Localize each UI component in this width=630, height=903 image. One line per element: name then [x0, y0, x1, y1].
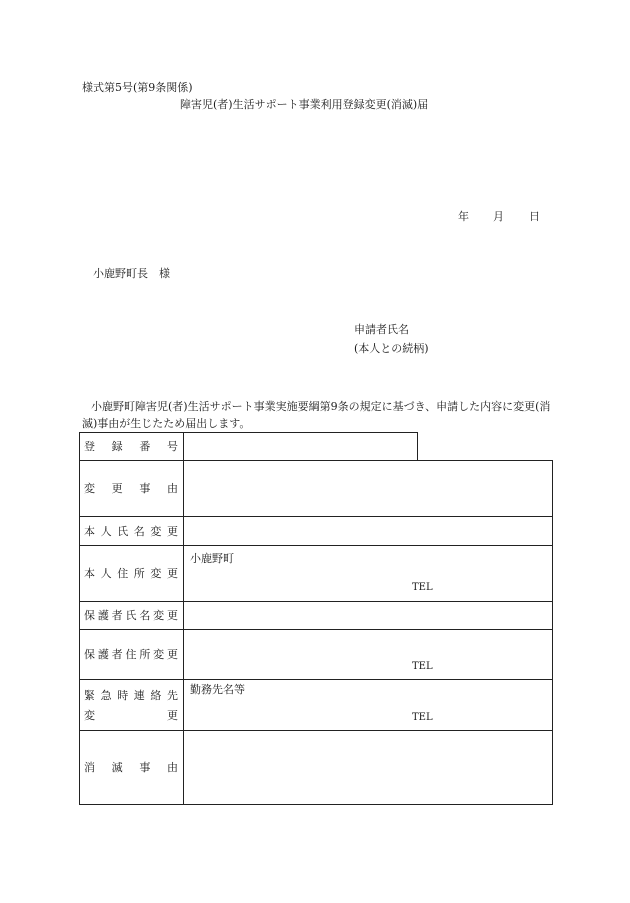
row-label-address-change: 本人住所変更	[84, 567, 178, 580]
row-label-guardian-address-change: 保護者住所変更	[84, 648, 178, 661]
emergency-contact-field[interactable]	[183, 680, 552, 730]
date-day-label: 日	[529, 210, 540, 223]
table-border-right-top	[417, 432, 418, 461]
form-number: 様式第5号(第9条関係)	[82, 81, 193, 94]
body-text: 小鹿野町障害児(者)生活サポート事業実施要綱第9条の規定に基づき、申請した内容に変更(消滅)事由が生じたため届出します。	[82, 400, 551, 430]
emergency-tel-label: TEL	[412, 712, 433, 723]
registration-number-field[interactable]	[183, 433, 417, 460]
date-month-label: 月	[493, 210, 504, 223]
address-prefill-text: 小鹿野町	[190, 552, 234, 565]
document-title: 障害児(者)生活サポート事業利用登録変更(消滅)届	[180, 98, 429, 111]
address-change-field[interactable]	[183, 546, 552, 601]
guardian-address-change-field[interactable]	[183, 630, 552, 679]
row-label-change-reason: 変更事由	[84, 482, 178, 495]
addressee: 小鹿野町長 様	[93, 267, 170, 280]
table-border-right	[552, 460, 553, 805]
row-label-guardian-name-change: 保護者氏名変更	[84, 609, 178, 622]
guardian-name-change-field[interactable]	[183, 602, 552, 629]
applicant-relation-label: (本人との続柄)	[354, 342, 429, 355]
change-reason-field[interactable]	[183, 461, 552, 516]
emergency-prefill-text: 勤務先名等	[190, 683, 245, 696]
address-tel-label: TEL	[412, 582, 433, 593]
extinction-reason-field[interactable]	[183, 731, 552, 804]
row-label-name-change: 本人氏名変更	[84, 524, 178, 538]
applicant-name-label: 申請者氏名	[354, 323, 409, 336]
registration-change-table	[79, 432, 553, 805]
date-year-label: 年	[458, 210, 469, 223]
date-line	[458, 211, 540, 222]
guardian-address-tel-label: TEL	[412, 661, 433, 672]
name-change-field[interactable]	[183, 517, 552, 545]
table-border-bottom	[79, 804, 553, 805]
row-label-registration-number: 登録番号	[84, 440, 178, 453]
row-label-extinction-reason: 消滅事由	[84, 761, 178, 774]
row-label-emergency-contact-change: 緊急時連絡先 変更	[84, 688, 178, 722]
